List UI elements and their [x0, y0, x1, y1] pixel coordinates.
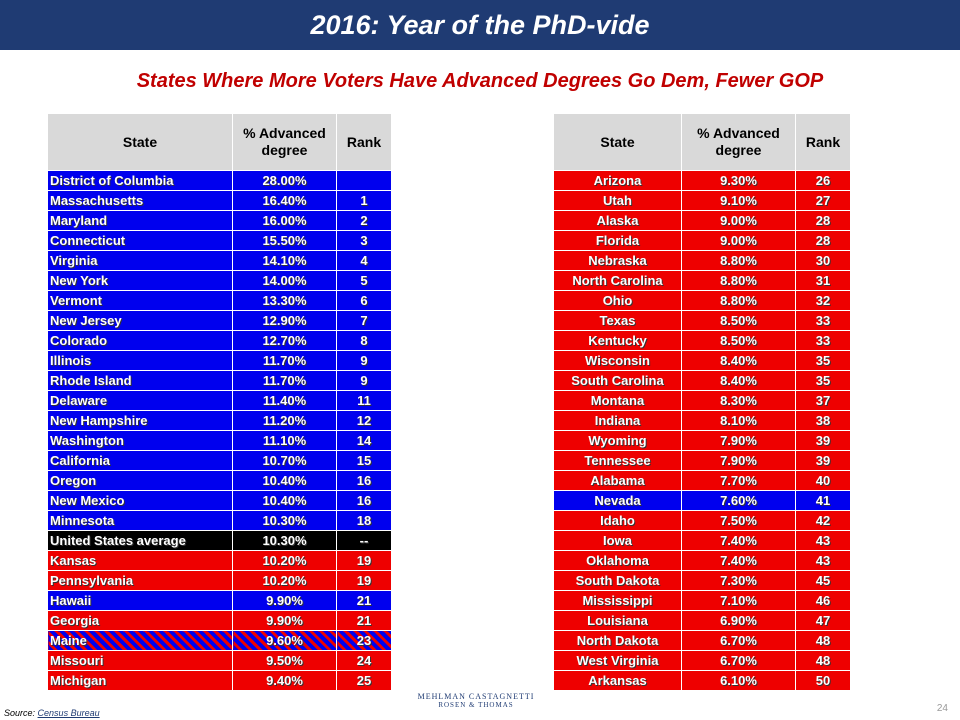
state-cell: Virginia — [48, 251, 233, 271]
rank-cell: 26 — [796, 171, 851, 191]
table-row — [554, 471, 851, 491]
right-table-header-row — [554, 114, 851, 171]
state-cell: Florida — [554, 231, 682, 251]
rank-cell: 21 — [337, 611, 392, 631]
percent-cell: 6.70% — [682, 651, 796, 671]
rank-cell: 39 — [796, 451, 851, 471]
rank-cell: 48 — [796, 631, 851, 651]
percent-cell: 14.00% — [233, 271, 337, 291]
column-header-percent: % Advanced degree — [233, 114, 337, 171]
rank-cell: 12 — [337, 411, 392, 431]
percent-cell: 8.80% — [682, 271, 796, 291]
state-cell: Oregon — [48, 471, 233, 491]
state-cell: Nevada — [554, 491, 682, 511]
percent-cell: 8.40% — [682, 371, 796, 391]
rank-cell: 11 — [337, 391, 392, 411]
percent-cell: 8.80% — [682, 291, 796, 311]
table-row — [554, 391, 851, 411]
table-row — [554, 291, 851, 311]
table-row — [554, 191, 851, 211]
page-number: 24 — [936, 703, 948, 714]
source-note — [4, 708, 100, 718]
left-states-table — [47, 113, 392, 691]
rank-cell: 28 — [796, 211, 851, 231]
table-row — [554, 431, 851, 451]
percent-cell: 12.90% — [233, 311, 337, 331]
table-row — [48, 431, 392, 451]
state-cell: Washington — [48, 431, 233, 451]
rank-cell: 33 — [796, 311, 851, 331]
table-row — [554, 251, 851, 271]
table-row — [554, 331, 851, 351]
percent-cell: 9.60% — [233, 631, 337, 651]
rank-cell: 42 — [796, 511, 851, 531]
percent-cell: 13.30% — [233, 291, 337, 311]
state-cell: Kentucky — [554, 331, 682, 351]
percent-cell: 9.40% — [233, 671, 337, 691]
table-row — [554, 551, 851, 571]
table-row — [48, 171, 392, 191]
rank-cell: 19 — [337, 571, 392, 591]
slide-title-bar — [0, 0, 960, 50]
rank-cell: 47 — [796, 611, 851, 631]
percent-cell: 11.70% — [233, 371, 337, 391]
rank-cell: 28 — [796, 231, 851, 251]
table-row — [48, 451, 392, 471]
state-cell: Mississippi — [554, 591, 682, 611]
table-row — [48, 491, 392, 511]
column-header-state: State — [48, 114, 233, 171]
state-cell: Wyoming — [554, 431, 682, 451]
state-cell: Georgia — [48, 611, 233, 631]
table-row — [48, 551, 392, 571]
percent-cell: 7.30% — [682, 571, 796, 591]
percent-cell: 11.10% — [233, 431, 337, 451]
state-cell: Utah — [554, 191, 682, 211]
state-cell: Wisconsin — [554, 351, 682, 371]
percent-cell: 11.40% — [233, 391, 337, 411]
percent-cell: 11.20% — [233, 411, 337, 431]
column-header-rank: Rank — [337, 114, 392, 171]
state-cell: Pennsylvania — [48, 571, 233, 591]
rank-cell: 40 — [796, 471, 851, 491]
table-row — [48, 271, 392, 291]
table-row — [48, 351, 392, 371]
rank-cell: 39 — [796, 431, 851, 451]
percent-cell: 9.10% — [682, 191, 796, 211]
slide-title: 2016: Year of the PhD-vide — [310, 9, 650, 40]
percent-cell: 15.50% — [233, 231, 337, 251]
percent-cell: 7.70% — [682, 471, 796, 491]
state-cell: North Dakota — [554, 631, 682, 651]
percent-cell: 16.00% — [233, 211, 337, 231]
percent-cell: 16.40% — [233, 191, 337, 211]
table-row — [554, 491, 851, 511]
table-row — [48, 651, 392, 671]
rank-cell: 30 — [796, 251, 851, 271]
rank-cell: 14 — [337, 431, 392, 451]
state-cell: Alabama — [554, 471, 682, 491]
rank-cell: 21 — [337, 591, 392, 611]
percent-cell: 6.10% — [682, 671, 796, 691]
percent-cell: 9.90% — [233, 591, 337, 611]
state-cell: Delaware — [48, 391, 233, 411]
percent-cell: 7.40% — [682, 551, 796, 571]
percent-cell: 9.00% — [682, 211, 796, 231]
rank-cell: 38 — [796, 411, 851, 431]
rank-cell: 37 — [796, 391, 851, 411]
table-row — [48, 631, 392, 651]
percent-cell: 10.20% — [233, 571, 337, 591]
percent-cell: 12.70% — [233, 331, 337, 351]
percent-cell: 10.40% — [233, 471, 337, 491]
percent-cell: 28.00% — [233, 171, 337, 191]
rank-cell: 25 — [337, 671, 392, 691]
firm-logo — [416, 692, 536, 709]
table-row — [48, 511, 392, 531]
percent-cell: 7.10% — [682, 591, 796, 611]
slide-subtitle: States Where More Voters Have Advanced Degrees Go Dem, Fewer GOP — [136, 70, 824, 92]
source-label: Source: — [4, 708, 36, 718]
state-cell: Hawaii — [48, 591, 233, 611]
state-cell: District of Columbia — [48, 171, 233, 191]
state-cell: Connecticut — [48, 231, 233, 251]
state-cell: Alaska — [554, 211, 682, 231]
table-row — [48, 471, 392, 491]
percent-cell: 10.30% — [233, 511, 337, 531]
rank-cell: 16 — [337, 471, 392, 491]
state-cell: Maine — [48, 631, 233, 651]
percent-cell: 6.70% — [682, 631, 796, 651]
rank-cell: 19 — [337, 551, 392, 571]
state-cell: Louisiana — [554, 611, 682, 631]
state-cell: New Hampshire — [48, 411, 233, 431]
percent-cell: 7.50% — [682, 511, 796, 531]
rank-cell: 43 — [796, 551, 851, 571]
percent-cell: 8.40% — [682, 351, 796, 371]
state-cell: Rhode Island — [48, 371, 233, 391]
percent-cell: 7.60% — [682, 491, 796, 511]
state-cell: Illinois — [48, 351, 233, 371]
state-cell: New Mexico — [48, 491, 233, 511]
state-cell: Missouri — [48, 651, 233, 671]
table-row — [554, 231, 851, 251]
percent-cell: 8.30% — [682, 391, 796, 411]
rank-cell: 16 — [337, 491, 392, 511]
table-row — [554, 171, 851, 191]
state-cell: United States average — [48, 531, 233, 551]
rank-cell: 18 — [337, 511, 392, 531]
table-row — [48, 611, 392, 631]
rank-cell: 46 — [796, 591, 851, 611]
state-cell: Arizona — [554, 171, 682, 191]
rank-cell: 5 — [337, 271, 392, 291]
table-row — [48, 331, 392, 351]
table-row — [554, 611, 851, 631]
table-row — [48, 211, 392, 231]
percent-cell: 9.90% — [233, 611, 337, 631]
table-row — [48, 391, 392, 411]
table-row — [554, 531, 851, 551]
state-cell: Idaho — [554, 511, 682, 531]
rank-cell: 48 — [796, 651, 851, 671]
state-cell: New Jersey — [48, 311, 233, 331]
state-cell: Colorado — [48, 331, 233, 351]
table-row — [48, 291, 392, 311]
rank-cell: 7 — [337, 311, 392, 331]
left-table-header-row — [48, 114, 392, 171]
state-cell: Kansas — [48, 551, 233, 571]
state-cell: Ohio — [554, 291, 682, 311]
rank-cell: 24 — [337, 651, 392, 671]
state-cell: California — [48, 451, 233, 471]
state-cell: Maryland — [48, 211, 233, 231]
table-row — [554, 351, 851, 371]
state-cell: New York — [48, 271, 233, 291]
table-row — [554, 671, 851, 691]
rank-cell: 35 — [796, 351, 851, 371]
rank-cell: 6 — [337, 291, 392, 311]
rank-cell: 45 — [796, 571, 851, 591]
table-row — [554, 271, 851, 291]
table-row — [48, 311, 392, 331]
table-row — [48, 371, 392, 391]
state-cell: South Carolina — [554, 371, 682, 391]
rank-cell: 4 — [337, 251, 392, 271]
percent-cell: 11.70% — [233, 351, 337, 371]
percent-cell: 10.20% — [233, 551, 337, 571]
state-cell: Michigan — [48, 671, 233, 691]
state-cell: Minnesota — [48, 511, 233, 531]
percent-cell: 8.80% — [682, 251, 796, 271]
table-row — [554, 591, 851, 611]
table-row — [554, 631, 851, 651]
rank-cell: 27 — [796, 191, 851, 211]
table-row — [554, 311, 851, 331]
rank-cell: 1 — [337, 191, 392, 211]
percent-cell: 9.00% — [682, 231, 796, 251]
percent-cell: 10.40% — [233, 491, 337, 511]
logo-line-1: MEHLMAN CASTAGNETTI — [417, 692, 535, 701]
percent-cell: 9.30% — [682, 171, 796, 191]
table-row — [48, 411, 392, 431]
logo-line-2: ROSEN & THOMAS — [438, 701, 514, 709]
percent-cell: 14.10% — [233, 251, 337, 271]
state-cell: Nebraska — [554, 251, 682, 271]
source-link[interactable]: Census Bureau — [37, 708, 100, 718]
table-row — [554, 651, 851, 671]
rank-cell: 15 — [337, 451, 392, 471]
rank-cell: 2 — [337, 211, 392, 231]
rank-cell: -- — [337, 531, 392, 551]
state-cell: Vermont — [48, 291, 233, 311]
column-header-state: State — [554, 114, 682, 171]
percent-cell: 9.50% — [233, 651, 337, 671]
percent-cell: 7.90% — [682, 451, 796, 471]
state-cell: Indiana — [554, 411, 682, 431]
state-cell: Massachusetts — [48, 191, 233, 211]
percent-cell: 10.70% — [233, 451, 337, 471]
percent-cell: 8.50% — [682, 331, 796, 351]
column-header-rank: Rank — [796, 114, 851, 171]
state-cell: North Carolina — [554, 271, 682, 291]
percent-cell: 8.10% — [682, 411, 796, 431]
rank-cell: 33 — [796, 331, 851, 351]
state-cell: West Virginia — [554, 651, 682, 671]
percent-cell: 7.40% — [682, 531, 796, 551]
rank-cell: 8 — [337, 331, 392, 351]
rank-cell: 35 — [796, 371, 851, 391]
table-row — [554, 411, 851, 431]
percent-cell: 7.90% — [682, 431, 796, 451]
right-states-table — [553, 113, 851, 691]
column-header-percent: % Advanced degree — [682, 114, 796, 171]
table-row — [48, 591, 392, 611]
table-row — [48, 191, 392, 211]
table-row — [554, 451, 851, 471]
rank-cell: 32 — [796, 291, 851, 311]
state-cell: Tennessee — [554, 451, 682, 471]
left-table-body — [48, 171, 392, 691]
rank-cell: 23 — [337, 631, 392, 651]
rank-cell: 31 — [796, 271, 851, 291]
percent-cell: 10.30% — [233, 531, 337, 551]
rank-cell: 50 — [796, 671, 851, 691]
rank-cell: 43 — [796, 531, 851, 551]
table-row — [48, 571, 392, 591]
table-row — [554, 211, 851, 231]
rank-cell: 9 — [337, 371, 392, 391]
rank-cell: 9 — [337, 351, 392, 371]
table-row — [554, 371, 851, 391]
rank-cell: 41 — [796, 491, 851, 511]
table-row — [554, 571, 851, 591]
percent-cell: 8.50% — [682, 311, 796, 331]
rank-cell: 3 — [337, 231, 392, 251]
table-row — [48, 531, 392, 551]
right-table-body — [554, 171, 851, 691]
table-row — [48, 251, 392, 271]
percent-cell: 6.90% — [682, 611, 796, 631]
state-cell: Montana — [554, 391, 682, 411]
state-cell: Arkansas — [554, 671, 682, 691]
table-row — [48, 671, 392, 691]
rank-cell — [337, 171, 392, 191]
state-cell: Iowa — [554, 531, 682, 551]
state-cell: South Dakota — [554, 571, 682, 591]
table-row — [554, 511, 851, 531]
table-row — [48, 231, 392, 251]
state-cell: Oklahoma — [554, 551, 682, 571]
state-cell: Texas — [554, 311, 682, 331]
